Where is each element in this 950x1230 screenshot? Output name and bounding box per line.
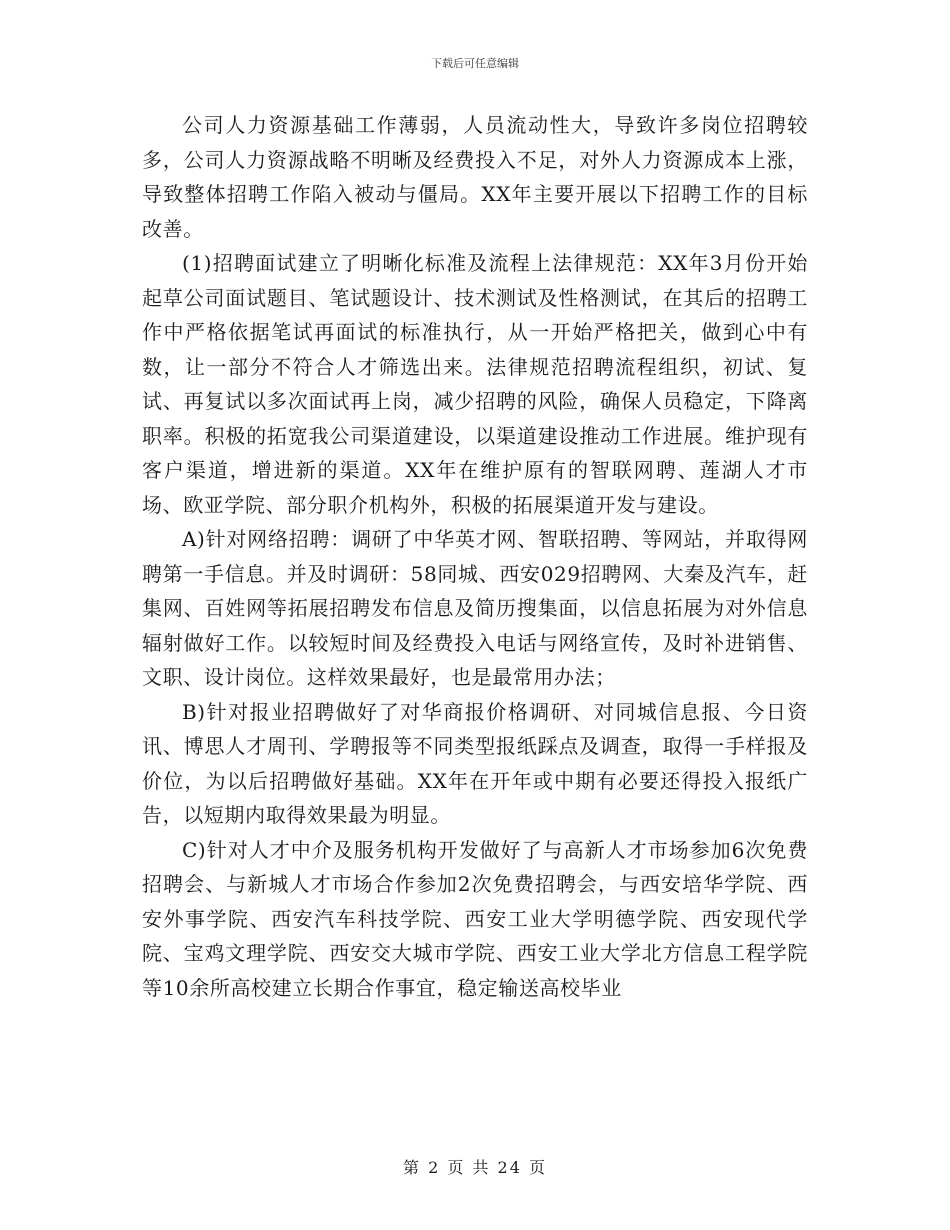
page-number-footer: 第 2 页 共 24 页	[403, 1158, 547, 1177]
paragraph-newspaper-recruiting: B)针对报业招聘做好了对华商报价格调研、对同城信息报、今日资讯、博思人才周刊、学聘报等不同类型报纸踩点及调查，取得一手样报及价位，为以后招聘做好基础。XX年在开年或中期有必要还得投入报纸广告，以短期内取得效果最为明显。	[142, 699, 808, 827]
paragraph-interview-standards: (1)招聘面试建立了明晰化标准及流程上法律规范：XX年3月份开始起草公司面试题目、笔试题设计、技术测试及性格测试，在其后的招聘工作中严格依据笔试再面试的标准执行，从一开始严格把关，做到心中有数，让一部分不符合人才筛选出来。法律规范招聘流程组织，初试、复试、再复试以多次面试再上岗，减少招聘的风险，确保人员稳定，下降离职率。积极的拓宽我公司渠道建设，以渠道建设推动工作进展。维护现有客户渠道，增进新的渠道。XX年在维护原有的智联网聘、莲湖人才市场、欧亚学院、部分职介机构外，积极的拓展渠道开发与建设。	[142, 251, 808, 517]
page-header-note: 下载后可任意编辑	[431, 57, 519, 70]
paragraph-intro: 公司人力资源基础工作薄弱，人员流动性大，导致许多岗位招聘较多，公司人力资源战略不明晰及经费投入不足，对外人力资源成本上涨，导致整体招聘工作陷入被动与僵局。XX年主要开展以下招聘工作的目标改善。	[142, 113, 808, 241]
paragraph-agency-recruiting: C)针对人才中介及服务机构开发做好了与高新人才市场参加6次免费招聘会、与新城人才市场合作参加2次免费招聘会，与西安培华学院、西安外事学院、西安汽车科技学院、西安工业大学明德学院、西安现代学院、宝鸡文理学院、西安交大城市学院、西安工业大学北方信息工程学院等10余所高校建立长期合作事宜，稳定输送高校毕业	[142, 837, 808, 1000]
paragraph-online-recruiting: A)针对网络招聘：调研了中华英才网、智联招聘、等网站，并取得网聘第一手信息。并及时调研：58同城、西安029招聘网、大秦及汽车，赶集网、百姓网等拓展招聘发布信息及简历搜集面，以信息拓展为对外信息辐射做好工作。以较短时间及经费投入电话与网络宣传，及时补进销售、文职、设计岗位。这样效果最好，也是最常用办法；	[142, 527, 808, 689]
document-body	[142, 108, 808, 1005]
